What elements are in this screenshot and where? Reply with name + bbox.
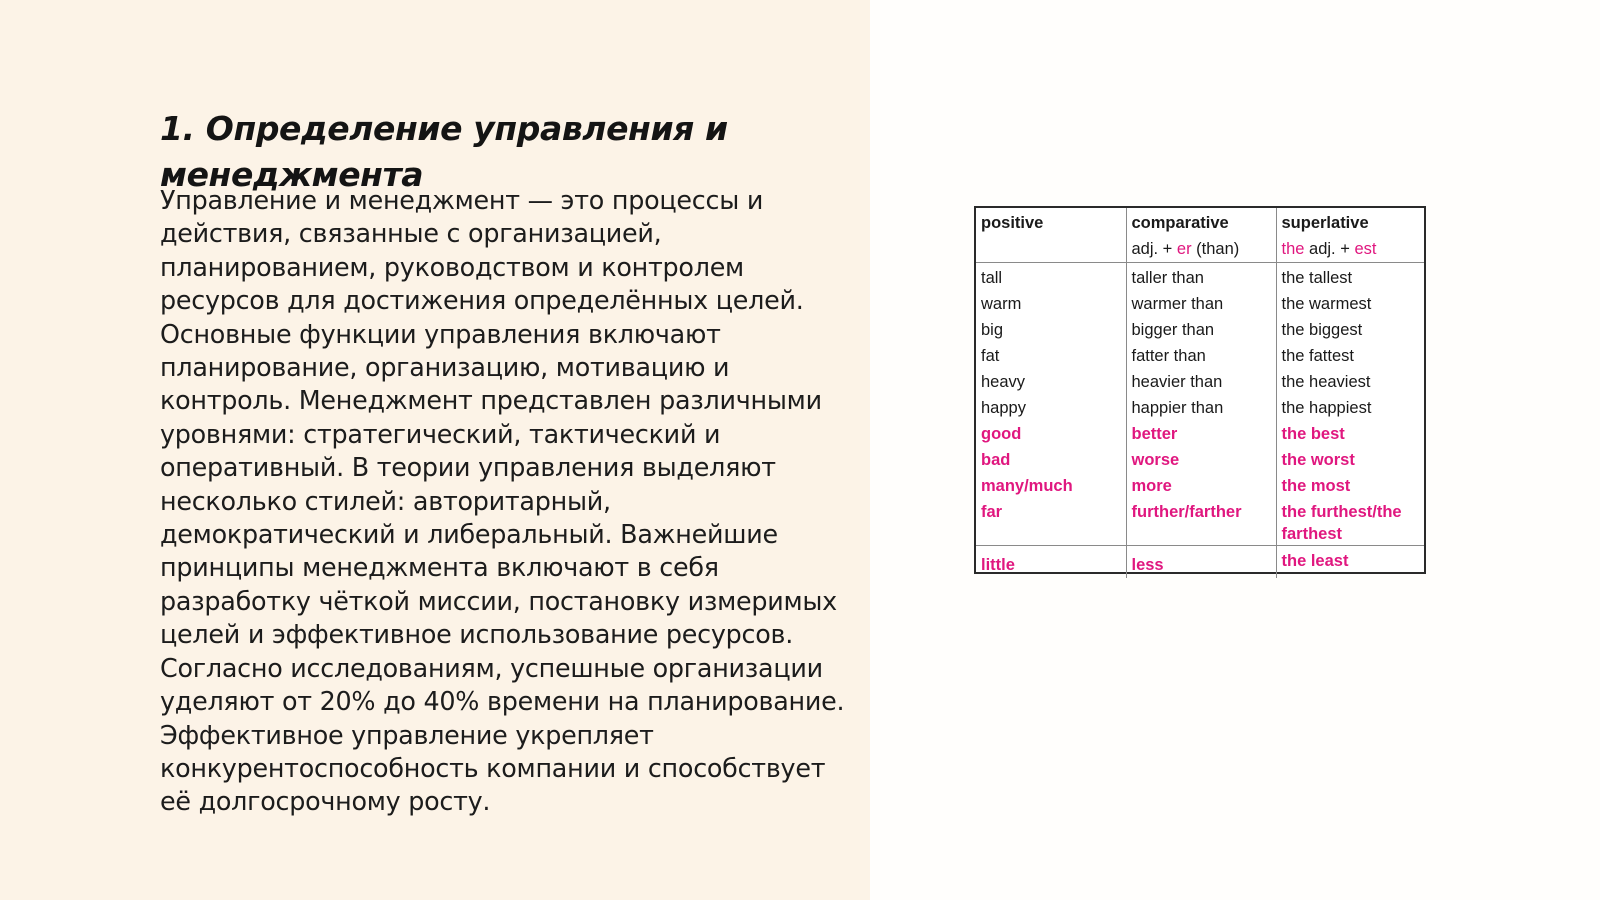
cell-superlative: the heaviest (1276, 369, 1424, 395)
comparative-formula (1132, 236, 1271, 262)
cell-positive: good (981, 425, 1022, 443)
cell-positive: warm (981, 295, 1022, 313)
cell-comparative: happier than (1126, 395, 1276, 421)
superlative-formula-middle: adj. + (1304, 240, 1355, 258)
cell-comparative: heavier than (1126, 369, 1276, 395)
comparative-formula-suffix: er (1176, 240, 1192, 258)
cell-superlative: the least (1276, 546, 1424, 579)
comparison-table-grid (976, 208, 1424, 578)
table-row-irregular (976, 546, 1424, 579)
cell-comparative: bigger than (1126, 317, 1276, 343)
cell-positive: heavy (981, 373, 1026, 391)
header-comparative: comparative (1131, 214, 1229, 232)
cell-comparative: less (1126, 546, 1276, 579)
table-row (976, 291, 1424, 317)
superlative-formula-article: the (1281, 240, 1305, 258)
comparative-formula-tail: (than) (1191, 240, 1240, 258)
header-superlative: superlative (1281, 214, 1369, 232)
cell-comparative: warmer than (1126, 291, 1276, 317)
table-row (976, 369, 1424, 395)
cell-positive: happy (981, 399, 1026, 417)
cell-comparative: taller than (1126, 263, 1276, 292)
cell-superlative: the warmest (1276, 291, 1424, 317)
cell-comparative: more (1126, 473, 1276, 499)
table-row-irregular (976, 499, 1424, 546)
header-cell-positive (976, 208, 1126, 263)
degrees-of-comparison-table (974, 206, 1426, 574)
cell-comparative: further/farther (1126, 499, 1276, 546)
cell-superlative: the happiest (1276, 395, 1424, 421)
cell-positive: big (981, 321, 1004, 339)
header-cell-comparative (1126, 208, 1276, 263)
superlative-formula (1282, 236, 1420, 262)
header-cell-superlative (1276, 208, 1424, 263)
table-row (976, 263, 1424, 292)
cell-positive: far (981, 503, 1003, 521)
header-positive: positive (981, 214, 1044, 232)
cell-superlative: the worst (1276, 447, 1424, 473)
cell-positive: fat (981, 347, 1000, 365)
cell-superlative: the fattest (1276, 343, 1424, 369)
table-row (976, 317, 1424, 343)
slide-body-text: Управление и менеджмент — это процессы и действия, связанные с организацией, планированием, руководством и контролем ресурсов для достижения определённых целей. Основные функции управления включают планирование, организацию, мотивацию и контроль. Менеджмент представлен различными уровнями: стратегический, тактический и оперативный. В теории управления выделяют несколько стилей: авторитарный, демократический и либеральный. Важнейшие принципы менеджмента включают в себя разработку чёткой миссии, постановку измеримых целей и эффективное использование ресурсов. Согласно исследованиям, успешные организации уделяют от 20% до 40% времени на планирование. Эффективное управление укрепляет конкурентоспособность компании и способствует её долгосрочному росту. (160, 185, 845, 817)
table-header-row (976, 208, 1424, 263)
table-row-irregular (976, 447, 1424, 473)
cell-positive: little (976, 546, 1126, 579)
cell-superlative: the biggest (1276, 317, 1424, 343)
comparative-formula-prefix: adj. + (1131, 240, 1177, 258)
cell-positive: bad (981, 451, 1011, 469)
cell-positive: tall (981, 269, 1003, 287)
cell-superlative: the most (1276, 473, 1424, 499)
table-row (976, 343, 1424, 369)
cell-positive: many/much (981, 477, 1073, 495)
table-row-irregular (976, 421, 1424, 447)
cell-superlative: the best (1276, 421, 1424, 447)
cell-superlative: the tallest (1276, 263, 1424, 292)
cell-comparative: worse (1126, 447, 1276, 473)
cell-superlative: the furthest/the farthest (1276, 499, 1424, 546)
superlative-formula-suffix: est (1354, 240, 1377, 258)
slide-title: 1. Определение управления и менеджмента (160, 109, 728, 194)
table-row (976, 395, 1424, 421)
cell-comparative: better (1126, 421, 1276, 447)
cell-comparative: fatter than (1126, 343, 1276, 369)
table-row-irregular (976, 473, 1424, 499)
